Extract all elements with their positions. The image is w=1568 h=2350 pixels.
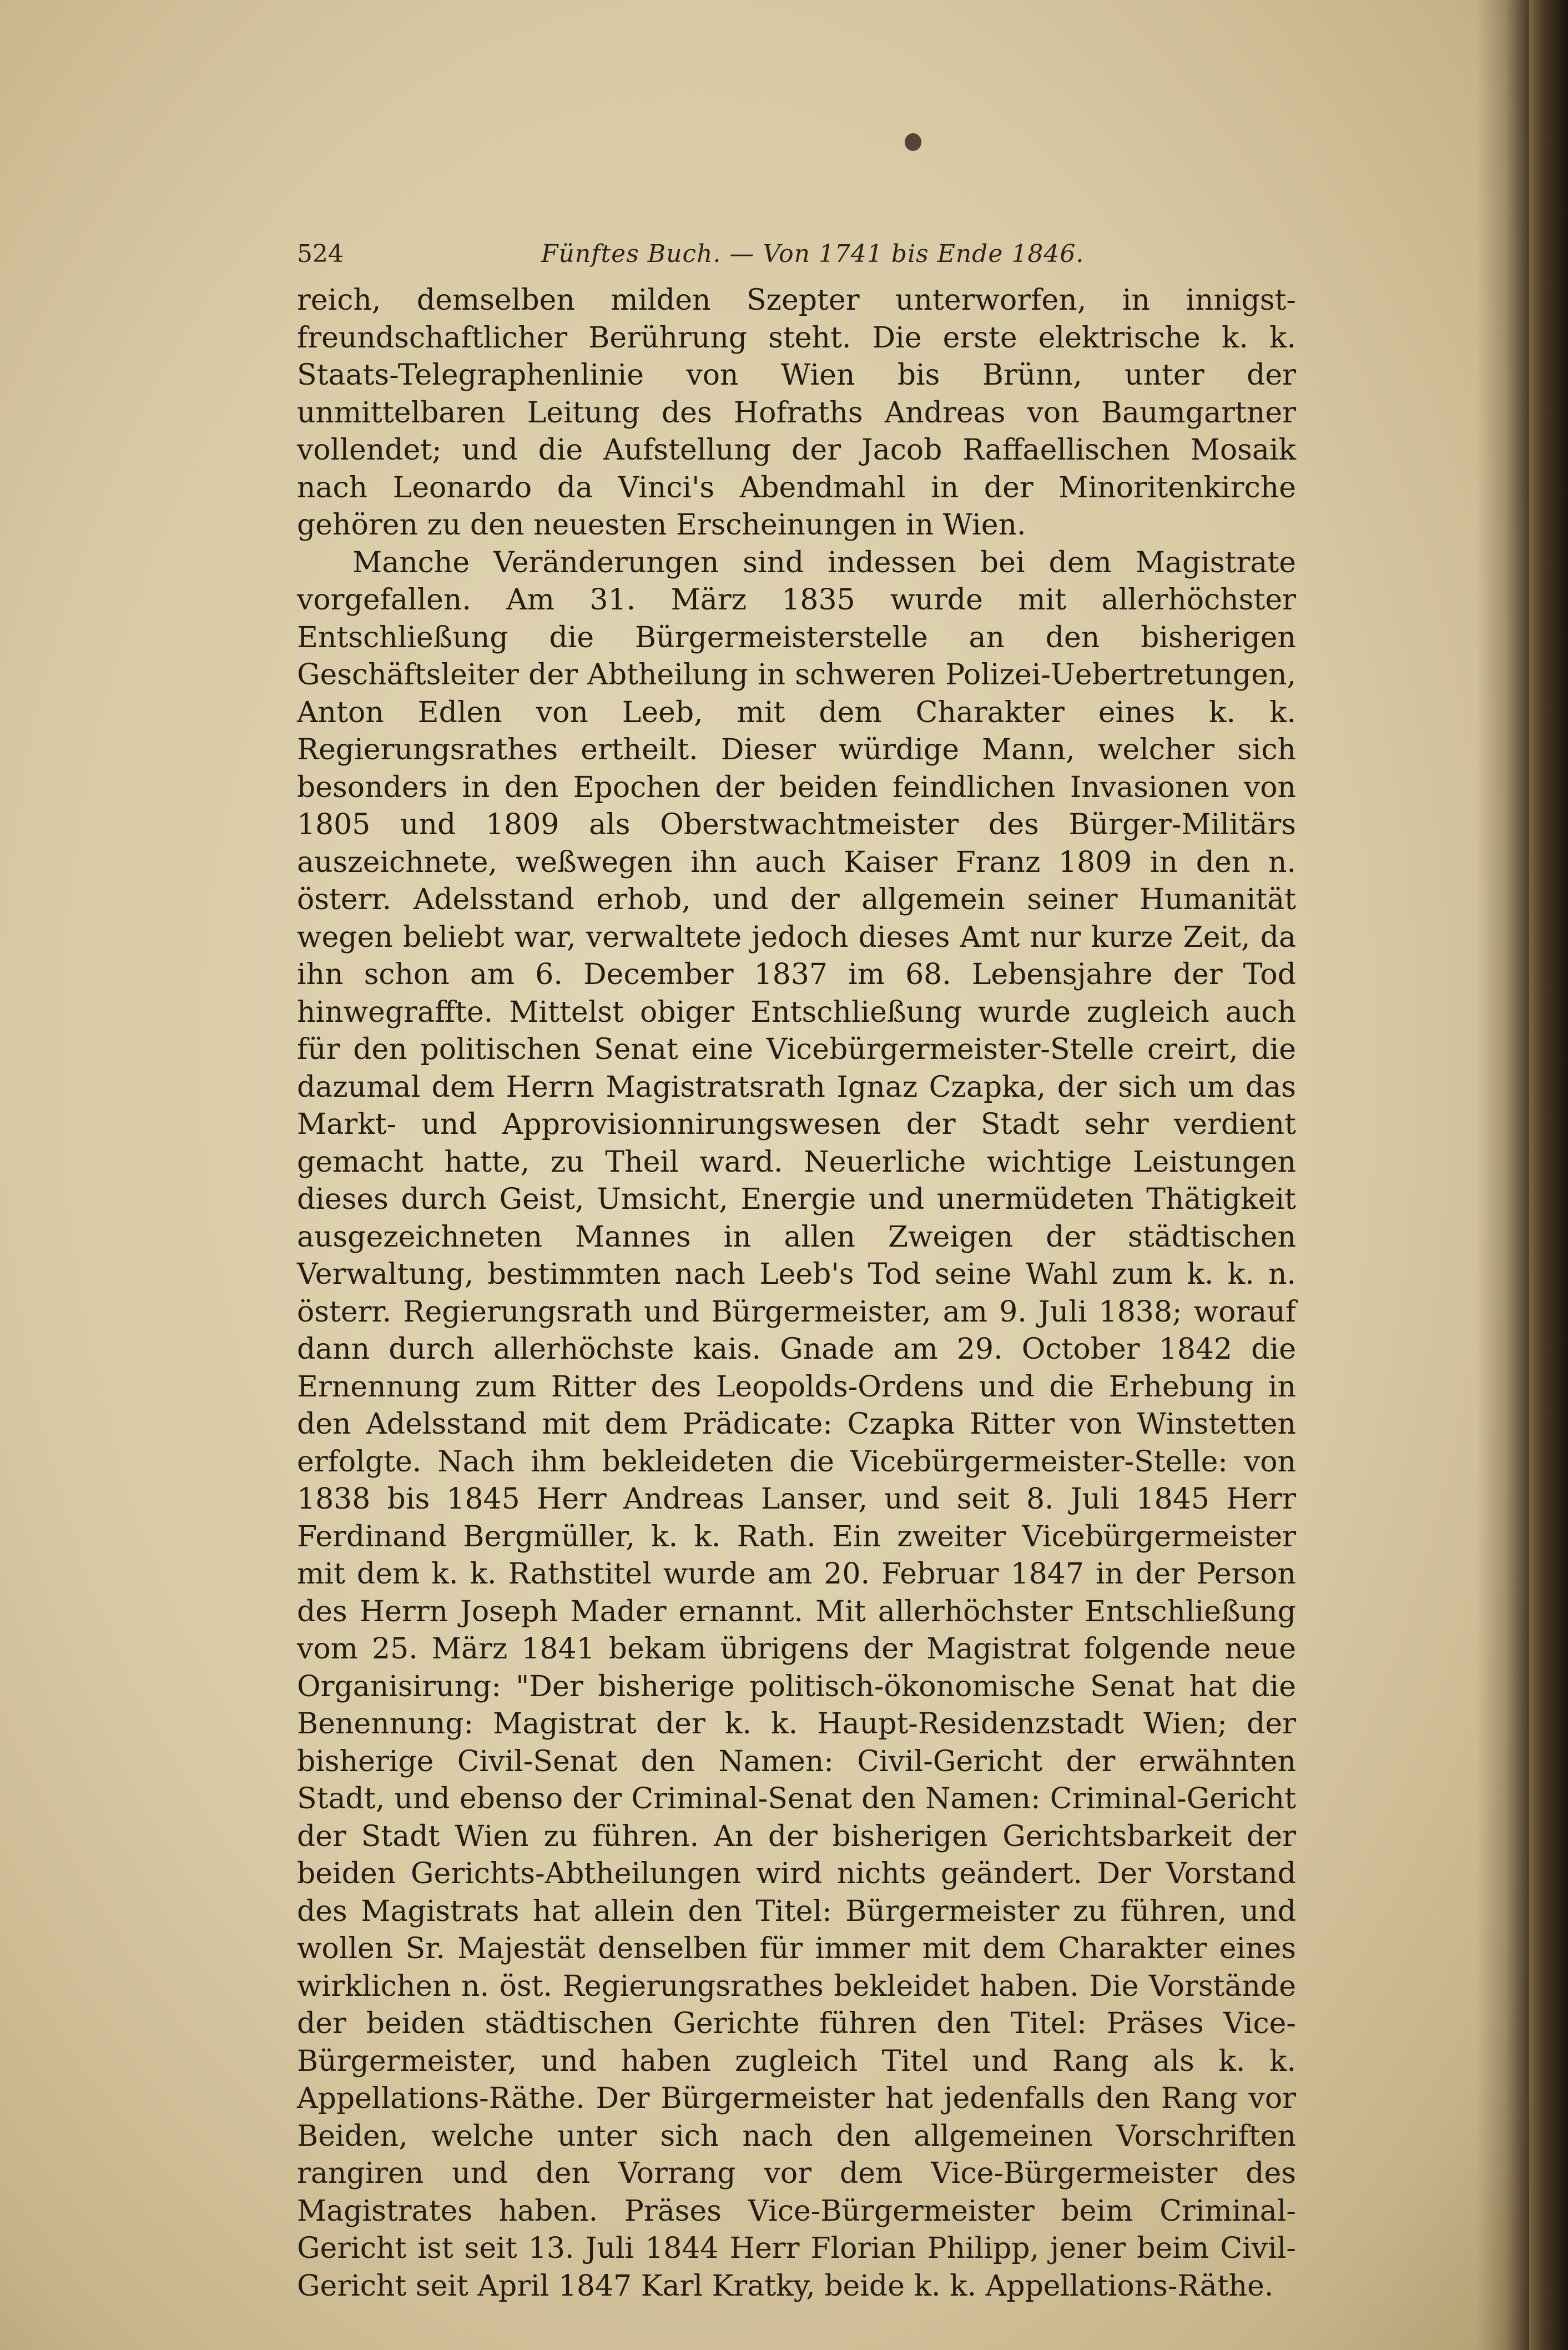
page-number: 524 xyxy=(297,240,344,268)
paragraph-1: reich, demselben milden Szepter unterworfen, in innigst-freundschaftlicher Berührung steht. Die erste elektrische k. k. Staats-Telegraphenlinie von Wien bis Brünn, unter der unmittelbaren Leitung des Hofraths Andreas von Baumgartner vollendet; und die Aufstellung der Jacob Raffaellischen Mosaik nach Leonardo da Vinci's Abendmahl in der Minoritenkirche gehören zu den neuesten Erscheinungen in Wien. xyxy=(297,284,1296,542)
page-gutter-shadow xyxy=(1476,0,1529,2350)
adjacent-page-edge xyxy=(1529,0,1568,2350)
page-header xyxy=(297,240,1296,284)
ink-spot xyxy=(905,133,921,151)
body-text xyxy=(297,282,1296,2305)
paragraph-2: Manche Veränderungen sind indessen bei dem Magistrate vorgefallen. Am 31. März 1835 wurde mit allerhöchster Entschließung die Bürgermeisterstelle an den bisherigen Geschäftsleiter der Abtheilung in schweren Polizei-Uebertretungen, Anton Edlen von Leeb, mit dem Charakter eines k. k. Regierungsrathes ertheilt. Dieser würdige Mann, welcher sich besonders in den Epochen der beiden feindlichen Invasionen von 1805 und 1809 als Oberstwachtmeister des Bürger-Militärs auszeichnete, weßwegen ihn auch Kaiser Franz 1809 in den n. österr. Adelsstand erhob, und der allgemein seiner Humanität wegen beliebt war, verwaltete jedoch dieses Amt nur kurze Zeit, da ihn schon am 6. December 1837 im 68. Lebensjahre der Tod hinwegraffte. Mittelst obiger Entschließung wurde zugleich auch für den politischen Senat eine Vicebürgermeister-Stelle creirt, die dazumal dem Herrn Magistratsrath Ignaz Czapka, der sich um das Markt- und Approvisionnirungswesen der Stadt sehr verdient gemacht hatte, zu Theil ward. Neuerliche wichtige Leistungen dieses durch Geist, Umsicht, Energie und unermüdeten Thätigkeit ausgezeichneten Mannes in allen Zweigen der städtischen Verwaltung, bestimmten nach Leeb's Tod seine Wahl zum k. k. n. österr. Regierungsrath und Bürgermeister, am 9. Juli 1838; worauf dann durch allerhöchste kais. Gnade am 29. October 1842 die Ernennung zum Ritter des Leopolds-Ordens und die Erhebung in den Adelsstand mit dem Prädicate: Czapka Ritter von Winstetten erfolgte. Nach ihm bekleideten die Vicebürgermeister-Stelle: von 1838 bis 1845 Herr Andreas Lanser, und seit 8. Juli 1845 Herr Ferdinand Bergmüller, k. k. Rath. Ein zweiter Vicebürgermeister mit dem k. k. Rathstitel wurde am 20. Februar 1847 in der Person des Herrn Joseph Mader ernannt. Mit allerhöchster Entschließung vom 25. März 1841 bekam übrigens der Magistrat folgende neue Organisirung: "Der bisherige politisch-ökonomische Senat hat die Benennung: Magistrat der k. k. Haupt-Residenzstadt Wien; der bisherige Civil-Senat den Namen: Civil-Gericht der erwähnten Stadt, und ebenso der Criminal-Senat den Namen: Criminal-Gericht der Stadt Wien zu führen. An der bisherigen Gerichtsbarkeit der beiden Gerichts-Abtheilungen wird nichts geändert. Der Vorstand des Magistrats hat allein den Titel: Bürgermeister zu führen, und wollen Sr. Majestät denselben für immer mit dem Charakter eines wirklichen n. öst. Regierungsrathes bekleidet haben. Die Vorstände der beiden städtischen Gerichte führen den Titel: Präses Vice-Bürgermeister, und haben zugleich Titel und Rang als k. k. Appellations-Räthe. Der Bürgermeister hat jedenfalls den Rang vor Beiden, welche unter sich nach den allgemeinen Vorschriften rangiren und den Vorrang vor dem Vice-Bürgermeister des Magistrates haben. Präses Vice-Bürgermeister beim Criminal-Gericht ist seit 13. Juli 1844 Herr Florian Philipp, jener beim Civil-Gericht seit April 1847 Karl Kratky, beide k. k. Appellations-Räthe. xyxy=(297,546,1296,2303)
running-head: Fünftes Buch. — Von 1741 bis Ende 1846. xyxy=(541,240,1085,268)
